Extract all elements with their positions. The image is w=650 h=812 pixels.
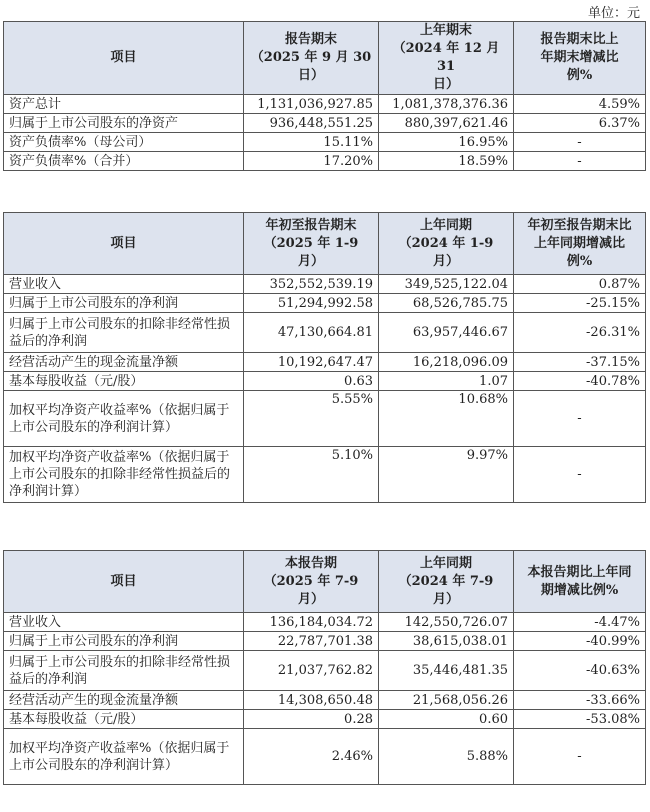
table-row [4,613,646,632]
quarter-performance-table [3,550,646,785]
cell-value: 6.37% [514,114,646,133]
cell-value: 2.46% [244,729,379,785]
cell-value: 10,192,647.47 [244,353,379,372]
cell-value: 0.87% [514,275,646,294]
cell-value: 35,446,481.35 [379,651,514,691]
column-header: 本报告期比上年同 期增减比例% [514,551,646,613]
table-row [4,353,646,372]
table-header-row [4,213,646,275]
cell-value: - [514,152,646,171]
table-row [4,313,646,353]
cell-value: -40.99% [514,632,646,651]
column-header: 项目 [4,22,244,95]
table-row [4,133,646,152]
cell-value: 68,526,785.75 [379,294,514,313]
cell-value: 0.60 [379,710,514,729]
table-row [4,372,646,391]
table-header-row [4,551,646,613]
cell-value: - [514,391,646,447]
table-row [4,391,646,447]
row-label: 资产总计 [4,95,244,114]
cell-value: 1.07 [379,372,514,391]
cell-value: -4.47% [514,613,646,632]
row-label: 营业收入 [4,275,244,294]
cell-value: - [514,729,646,785]
table-row [4,114,646,133]
cell-value: 22,787,701.38 [244,632,379,651]
cell-value: 349,525,122.04 [379,275,514,294]
cell-value: 47,130,664.81 [244,313,379,353]
row-label: 基本每股收益（元/股） [4,372,244,391]
cell-value: -26.31% [514,313,646,353]
cell-value: 880,397,621.46 [379,114,514,133]
row-label: 归属于上市公司股东的净资产 [4,114,244,133]
row-label: 归属于上市公司股东的扣除非经常性损益后的净利润 [4,651,244,691]
cell-value: 936,448,551.25 [244,114,379,133]
row-label: 资产负债率%（合并） [4,152,244,171]
column-header: 年初至报告期末 （2025 年 1-9 月） [244,213,379,275]
cell-value: 16,218,096.09 [379,353,514,372]
table-row [4,729,646,785]
cell-value: 5.10% [244,447,379,503]
cell-value: 18.59% [379,152,514,171]
cell-value: 10.68% [379,391,514,447]
cell-value: 4.59% [514,95,646,114]
cell-value: 16.95% [379,133,514,152]
table-row [4,691,646,710]
row-label: 加权平均净资产收益率%（依据归属于上市公司股东的扣除非经常性损益后的净利润计算） [4,447,244,503]
row-label: 归属于上市公司股东的净利润 [4,294,244,313]
cell-value: 17.20% [244,152,379,171]
column-header: 项目 [4,213,244,275]
table-row [4,651,646,691]
table-header-row [4,22,646,95]
table-row [4,275,646,294]
column-header: 上年期末 （2024 年 12 月 31 日） [379,22,514,95]
column-header: 项目 [4,551,244,613]
row-label: 加权平均净资产收益率%（依据归属于上市公司股东的净利润计算） [4,729,244,785]
column-header: 报告期末比上 年期末增减比 例% [514,22,646,95]
cell-value: -33.66% [514,691,646,710]
cell-value: 9.97% [379,447,514,503]
column-header: 年初至报告期末比 上年同期增减比 例% [514,213,646,275]
row-label: 归属于上市公司股东的净利润 [4,632,244,651]
cell-value: -40.63% [514,651,646,691]
cell-value: -40.78% [514,372,646,391]
cell-value: -25.15% [514,294,646,313]
cell-value: 136,184,034.72 [244,613,379,632]
cell-value: 21,037,762.82 [244,651,379,691]
table-row [4,152,646,171]
cell-value: 1,131,036,927.85 [244,95,379,114]
table-row [4,447,646,503]
cell-value: 51,294,992.58 [244,294,379,313]
cell-value: 0.28 [244,710,379,729]
column-header: 上年同期 （2024 年 7-9 月） [379,551,514,613]
balance-sheet-table [3,21,646,171]
table-row [4,294,646,313]
row-label: 资产负债率%（母公司） [4,133,244,152]
cell-value: 142,550,726.07 [379,613,514,632]
row-label: 经营活动产生的现金流量净额 [4,691,244,710]
cell-value: -37.15% [514,353,646,372]
cell-value: - [514,447,646,503]
table-row [4,710,646,729]
cell-value: 0.63 [244,372,379,391]
cell-value: 352,552,539.19 [244,275,379,294]
cell-value: 5.88% [379,729,514,785]
cell-value: 5.55% [244,391,379,447]
cell-value: 15.11% [244,133,379,152]
cell-value: - [514,133,646,152]
cell-value: 21,568,056.26 [379,691,514,710]
ytd-performance-table [3,212,646,503]
cell-value: -53.08% [514,710,646,729]
row-label: 营业收入 [4,613,244,632]
column-header: 报告期末 （2025 年 9 月 30 日） [244,22,379,95]
table-row [4,632,646,651]
cell-value: 38,615,038.01 [379,632,514,651]
column-header: 本报告期 （2025 年 7-9 月） [244,551,379,613]
table-row [4,95,646,114]
cell-value: 63,957,446.67 [379,313,514,353]
row-label: 归属于上市公司股东的扣除非经常性损益后的净利润 [4,313,244,353]
row-label: 经营活动产生的现金流量净额 [4,353,244,372]
row-label: 加权平均净资产收益率%（依据归属于上市公司股东的净利润计算） [4,391,244,447]
row-label: 基本每股收益（元/股） [4,710,244,729]
cell-value: 14,308,650.48 [244,691,379,710]
unit-label: 单位：元 [587,6,640,21]
column-header: 上年同期 （2024 年 1-9 月） [379,213,514,275]
cell-value: 1,081,378,376.36 [379,95,514,114]
